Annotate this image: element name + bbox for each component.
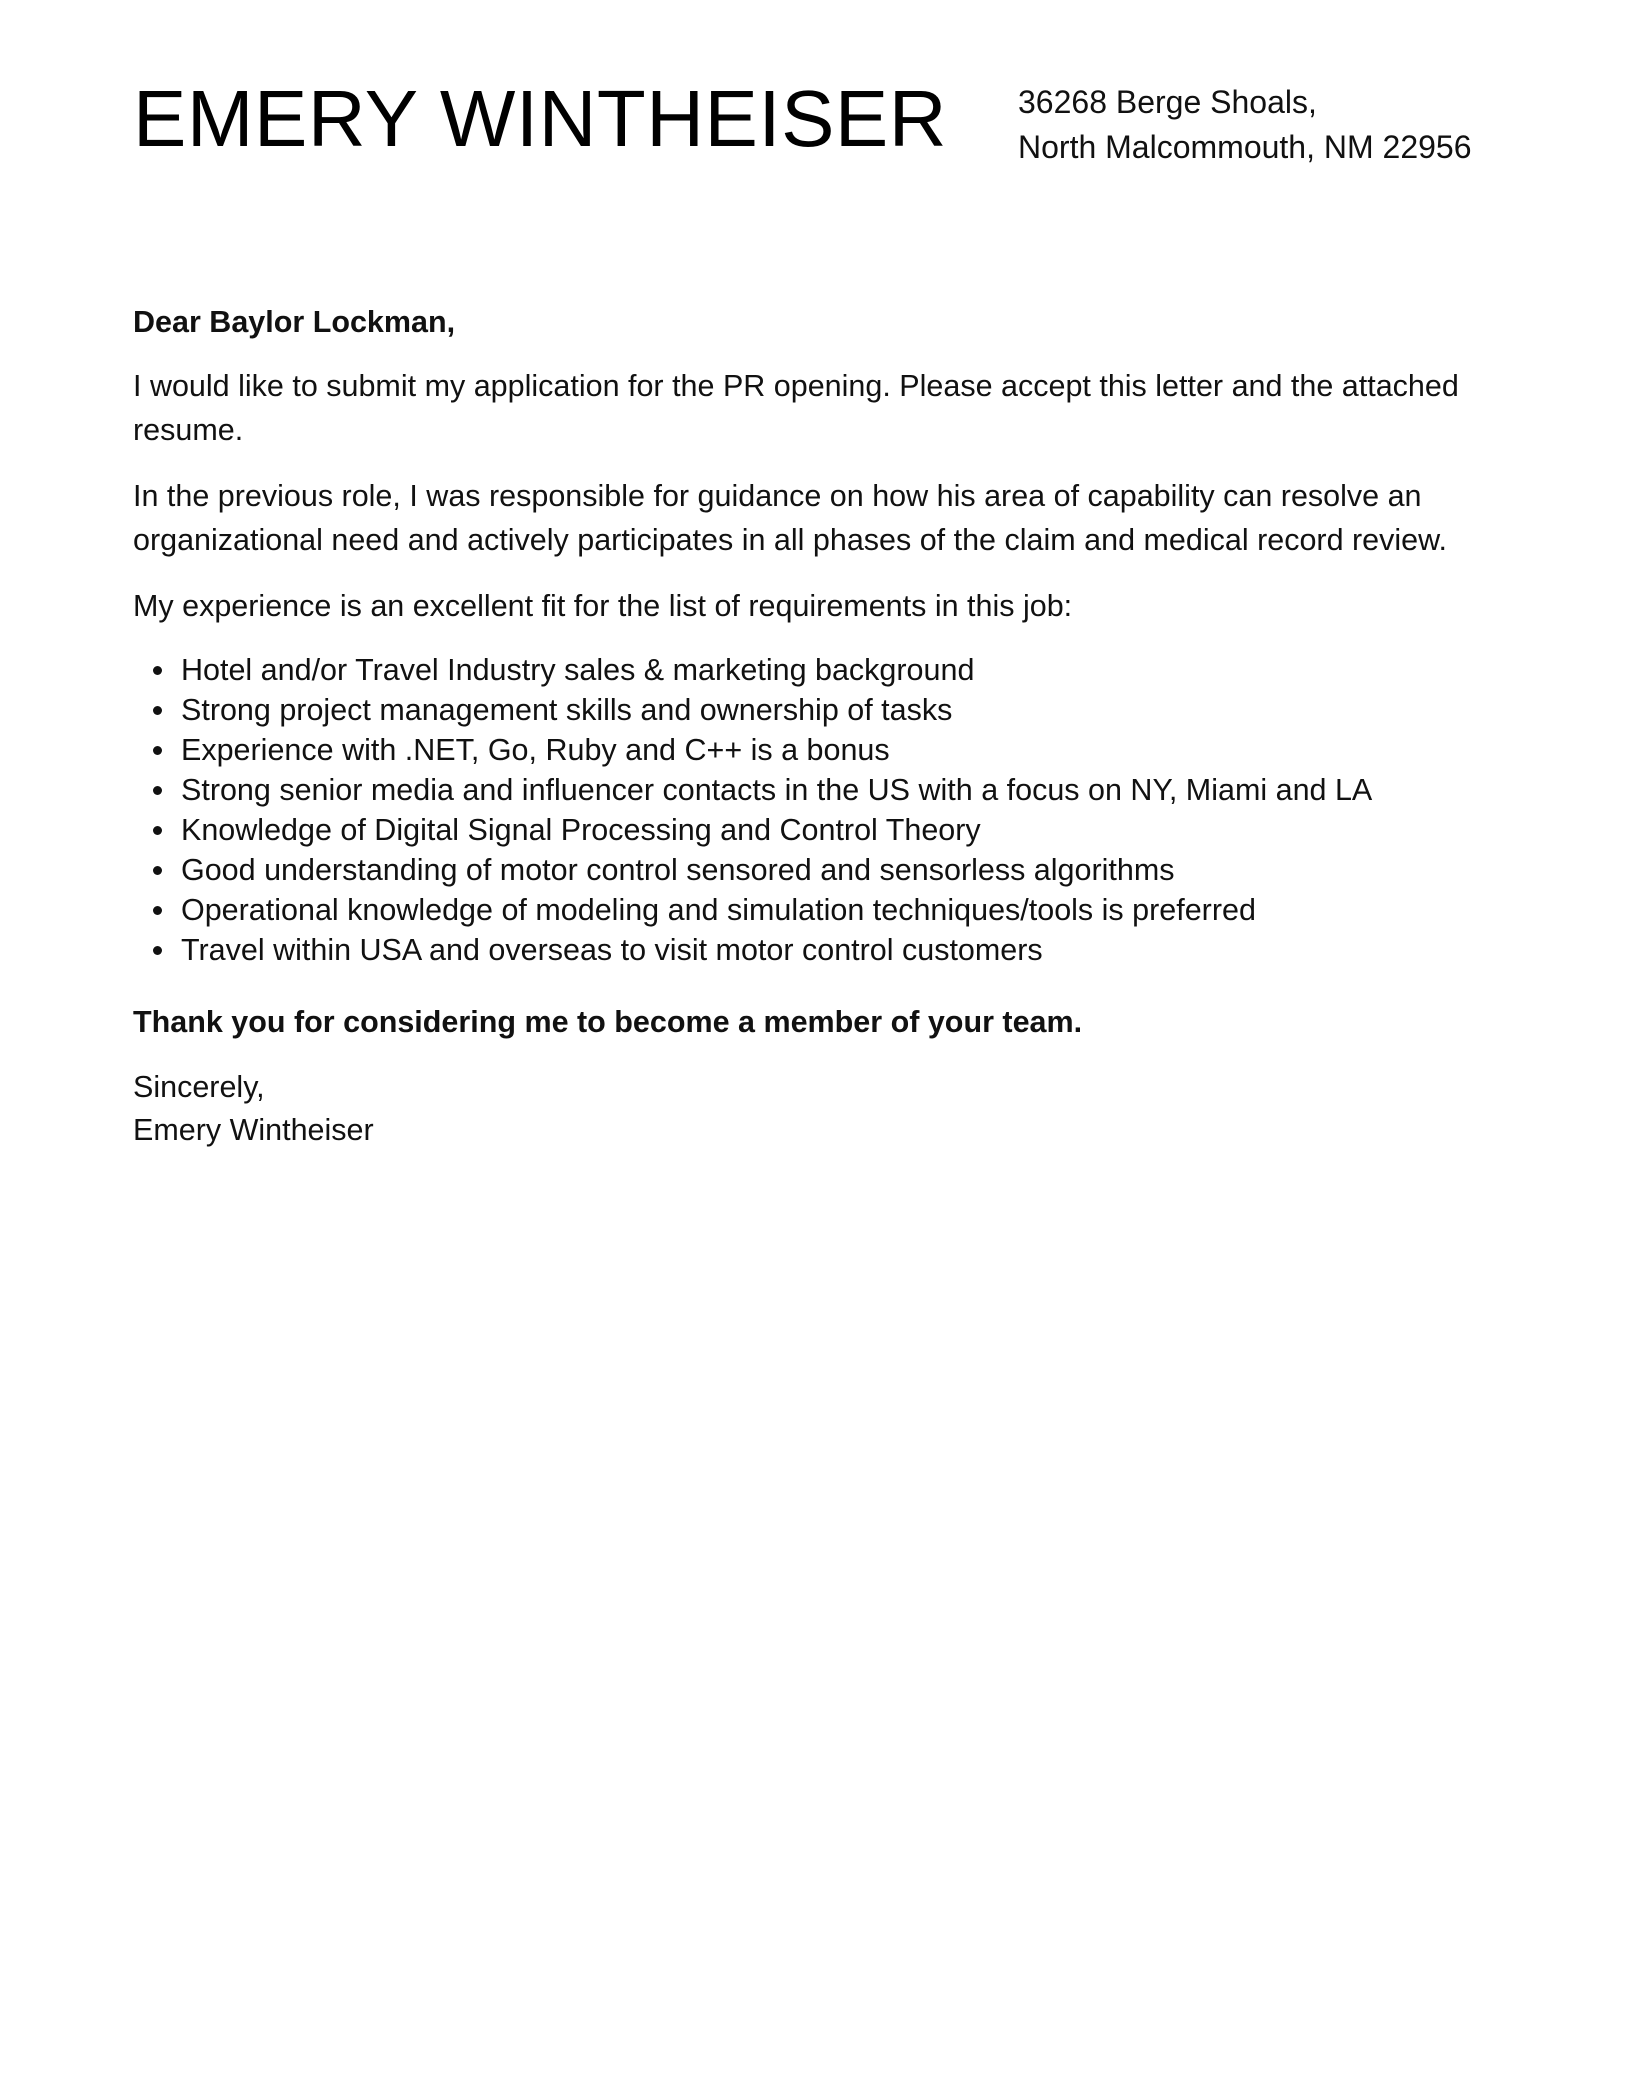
experience-paragraph: In the previous role, I was responsible for guidance on how his area of capability can resolve an organizational need and actively participates in all phases of the claim and medical record review. bbox=[133, 479, 1447, 557]
bullet-icon bbox=[153, 706, 162, 715]
list-item bbox=[181, 930, 1513, 970]
bullet-icon bbox=[153, 666, 162, 675]
list-item-text: Strong senior media and influencer contacts in the US with a focus on NY, Miami and LA bbox=[181, 773, 1373, 807]
list-item-text: Good understanding of motor control sensored and sensorless algorithms bbox=[181, 853, 1175, 887]
bullet-icon bbox=[153, 906, 162, 915]
signoff: Sincerely, bbox=[133, 1070, 265, 1104]
list-item-text: Travel within USA and overseas to visit motor control customers bbox=[181, 933, 1043, 967]
address-line-1: 36268 Berge Shoals, bbox=[1018, 84, 1317, 120]
list-item bbox=[181, 770, 1513, 810]
bullet-icon bbox=[153, 786, 162, 795]
list-item bbox=[181, 850, 1513, 890]
address-line-2: North Malcommouth, NM 22956 bbox=[1018, 129, 1472, 165]
bullet-icon bbox=[153, 866, 162, 875]
requirements-intro: My experience is an excellent fit for the list of requirements in this job: bbox=[133, 589, 1073, 623]
list-item bbox=[181, 730, 1513, 770]
list-item-text: Knowledge of Digital Signal Processing and Control Theory bbox=[181, 813, 981, 847]
applicant-name: EMERY WINTHEISER bbox=[133, 74, 948, 163]
list-item-text: Hotel and/or Travel Industry sales & marketing background bbox=[181, 653, 975, 687]
requirements-list bbox=[133, 650, 1513, 970]
signoff-block bbox=[133, 1066, 1513, 1152]
intro-paragraph: I would like to submit my application for the PR opening. Please accept this letter and the attached resume. bbox=[133, 369, 1459, 447]
list-item bbox=[181, 810, 1513, 850]
list-item bbox=[181, 890, 1513, 930]
list-item-text: Operational knowledge of modeling and simulation techniques/tools is preferred bbox=[181, 893, 1256, 927]
bullet-icon bbox=[153, 826, 162, 835]
list-item bbox=[181, 690, 1513, 730]
applicant-address bbox=[1018, 80, 1472, 170]
list-item-text: Strong project management skills and ownership of tasks bbox=[181, 693, 953, 727]
bullet-icon bbox=[153, 946, 162, 955]
salutation: Dear Baylor Lockman, bbox=[133, 305, 456, 339]
bullet-icon bbox=[153, 746, 162, 755]
closing-statement: Thank you for considering me to become a member of your team. bbox=[133, 1005, 1083, 1039]
list-item-text: Experience with .NET, Go, Ruby and C++ is a bonus bbox=[181, 733, 890, 767]
letter-body bbox=[133, 300, 1513, 1152]
signature-name: Emery Wintheiser bbox=[133, 1113, 374, 1147]
list-item bbox=[181, 650, 1513, 690]
